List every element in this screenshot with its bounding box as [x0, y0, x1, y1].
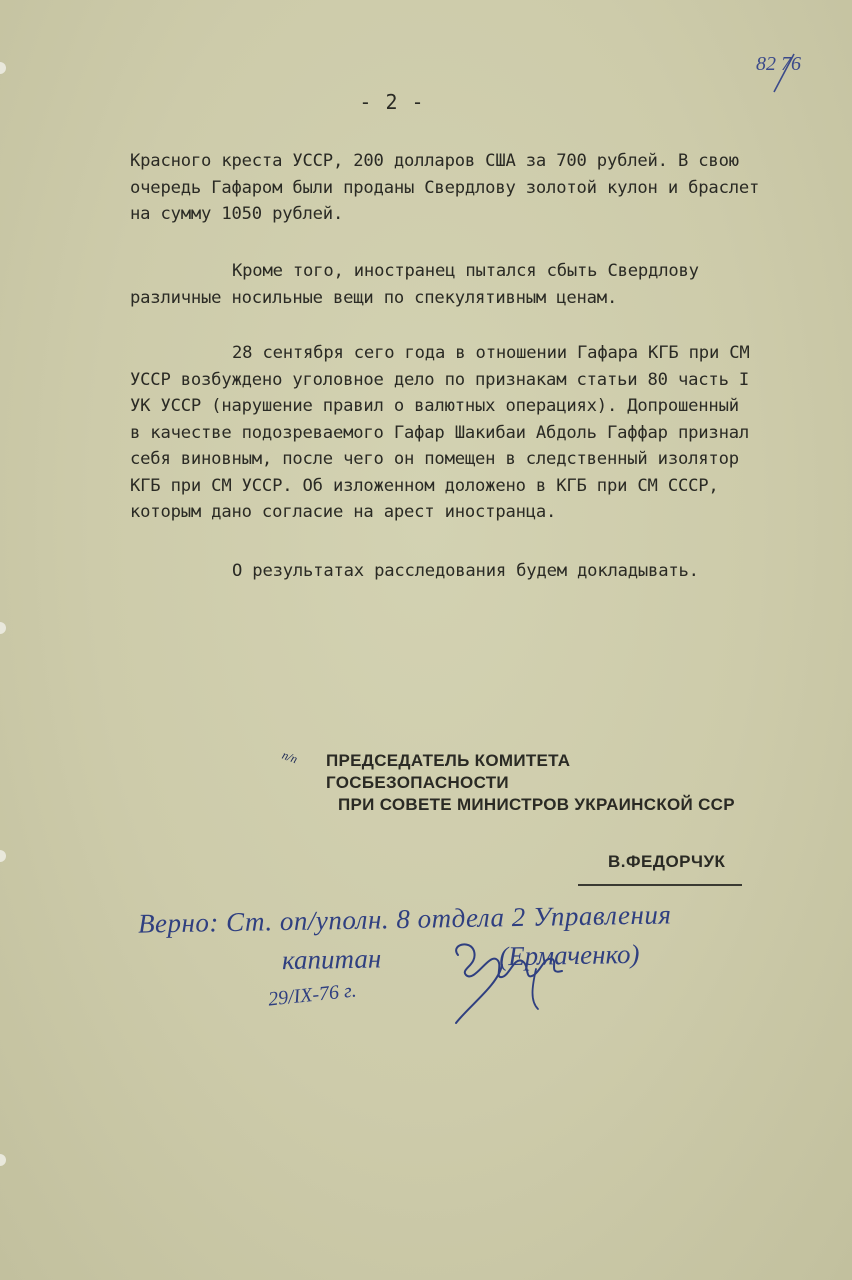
archive-folio-number [752, 48, 822, 98]
paragraph-line: которым дано согласие на арест иностранца. [130, 502, 557, 522]
paragraph-line: УК УССР (нарушение правил о валютных операциях). Допрошенный [130, 396, 739, 416]
paragraph-2 [130, 258, 830, 311]
paragraph-line: 28 сентября сего года в отношении Гафара КГБ при СМ [232, 343, 750, 363]
handwritten-rank: капитан [281, 943, 382, 976]
signatory-name: В.ФЕДОРЧУК [608, 852, 726, 871]
signatory-title-line: ПРЕДСЕДАТЕЛЬ КОМИТЕТА ГОСБЕЗОПАСНОСТИ [326, 751, 571, 792]
signatory-title [290, 750, 750, 816]
paragraph-line: различные носильные вещи по спекулятивным ценам. [130, 287, 618, 308]
paragraph-line: Кроме того, иностранец пытался сбыть Свердлову [232, 261, 699, 281]
handwritten-signature [440, 935, 580, 1030]
paragraph-line: УССР возбуждено уголовное дело по признакам статьи 80 часть I [130, 369, 750, 390]
punch-hole [0, 1154, 6, 1166]
paragraph-line: Красного креста УССР, 200 долларов США за 700 рублей. В свою [130, 151, 739, 171]
punch-hole [0, 62, 6, 74]
paragraph-1 [130, 148, 830, 228]
signature-rule [578, 884, 742, 886]
page-number: - 2 - [359, 90, 425, 114]
paragraph-line: очередь Гафаром были проданы Свердлову золотой кулон и браслет [130, 177, 760, 198]
handwritten-date: 29/IX-76 г. [267, 979, 358, 1011]
paragraph-line: себя виновным, после чего он помещен в следственный изолятор [130, 449, 739, 469]
signatory-title-line: ПРИ СОВЕТЕ МИНИСТРОВ УКРАИНСКОЙ ССР [338, 795, 735, 814]
paragraph-line: на сумму 1050 рублей. [130, 204, 344, 224]
punch-hole [0, 850, 6, 862]
handwritten-certification: Верно: Ст. оп/уполн. 8 отдела 2 Управления [137, 899, 672, 939]
paragraph-4 [130, 558, 830, 585]
paragraph-line: О результатах расследования будем докладывать. [232, 561, 699, 581]
pp-mark: п/п [280, 747, 300, 767]
archive-number-handwriting [752, 48, 822, 98]
punch-hole [0, 622, 6, 634]
paragraph-line: в качестве подозреваемого Гафар Шакибаи Абдоль Гаффар признал [130, 422, 750, 443]
paragraph-line: КГБ при СМ УССР. Об изложенном доложено в КГБ при СМ СССР, [130, 475, 719, 496]
paragraph-3 [130, 340, 830, 526]
archive-number-text: 82 76 [756, 53, 801, 75]
handwritten-surname: (Ермаченко) [498, 938, 640, 972]
